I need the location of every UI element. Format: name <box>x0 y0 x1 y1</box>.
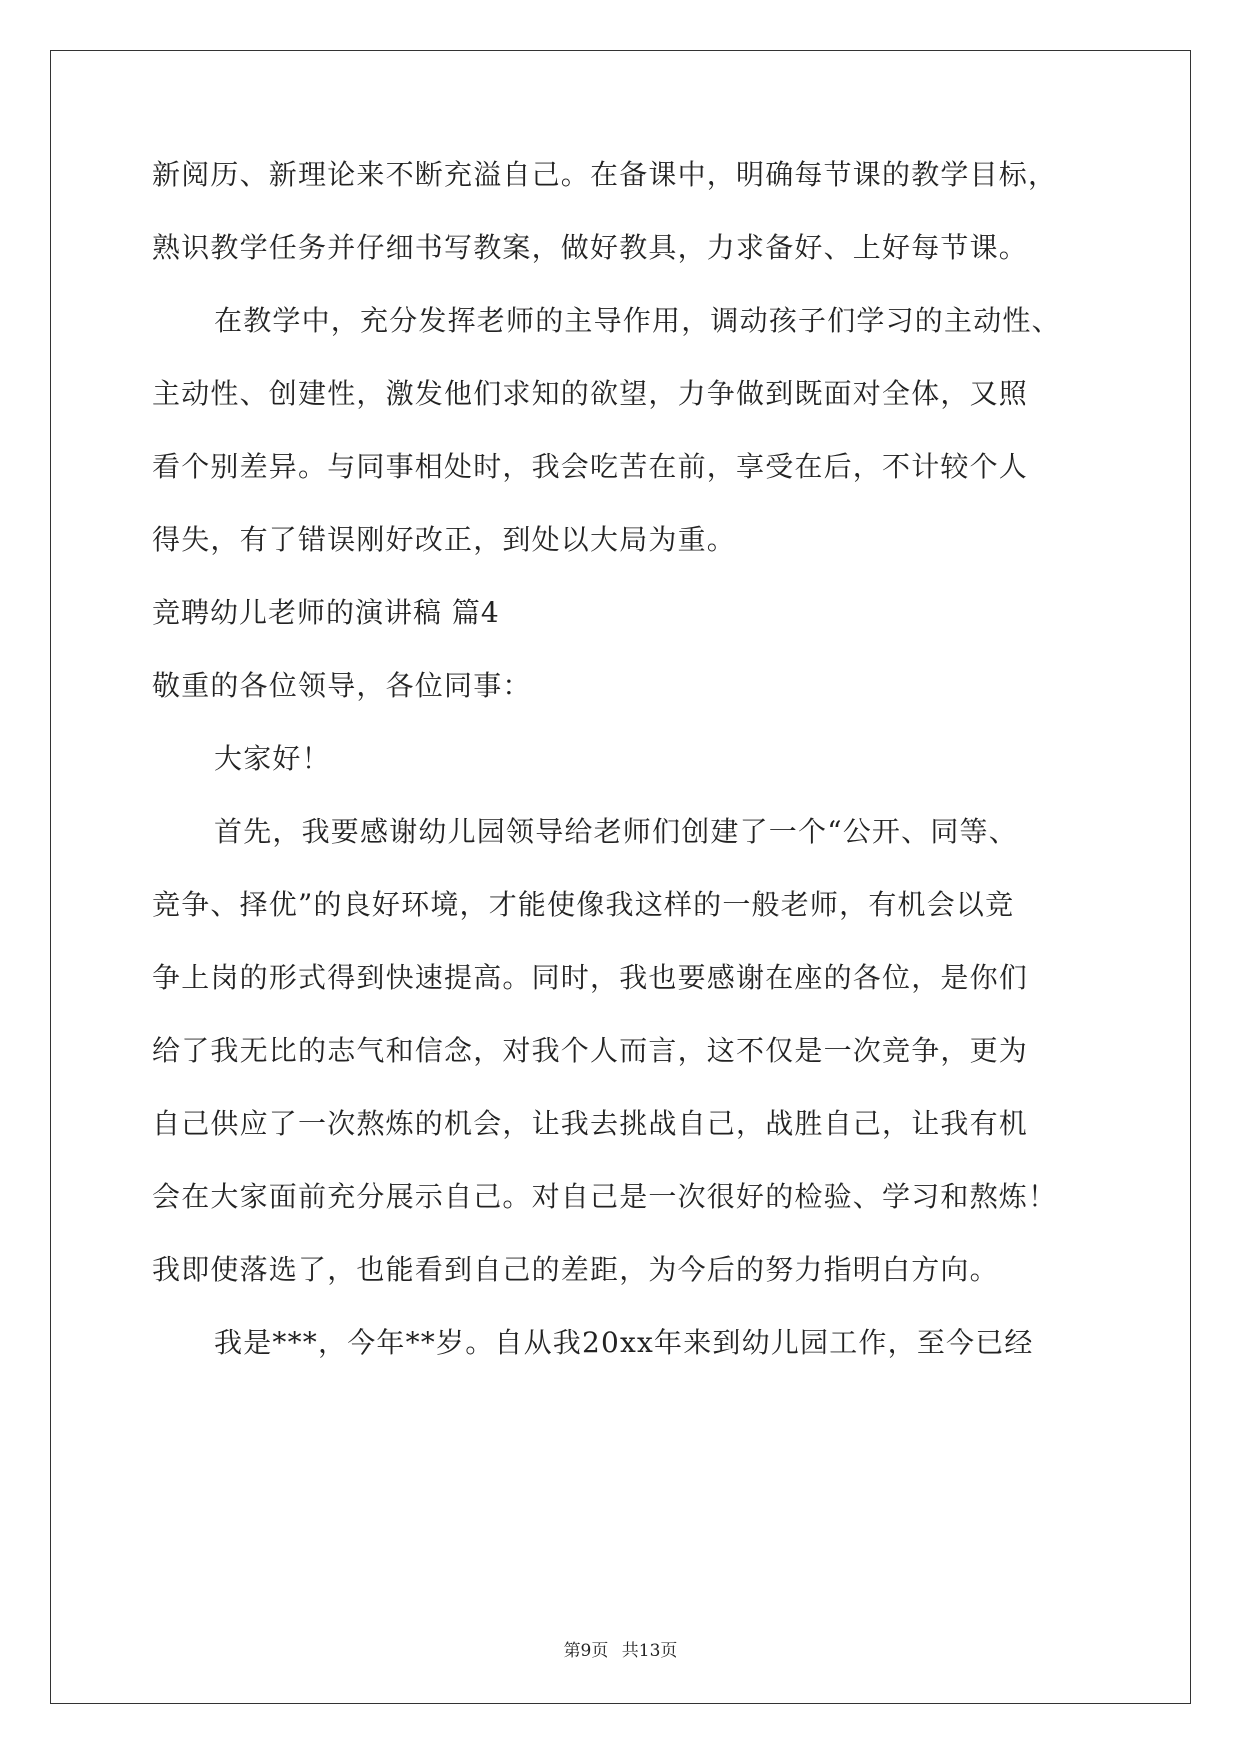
page-border <box>50 50 1191 1704</box>
body-text-line: 我即使落选了，也能看到自己的差距，为今后的努力指明白方向。 <box>152 1253 999 1286</box>
body-text-line: 看个别差异。与同事相处时，我会吃苦在前，享受在后，不计较个人 <box>152 450 1029 483</box>
body-text-line: 在教学中，充分发挥老师的主导作用，调动孩子们学习的主动性、 <box>214 304 1061 337</box>
body-text-line: 竞争、择优”的良好环境，才能使像我这样的一般老师，有机会以竞 <box>152 888 1015 921</box>
salutation: 敬重的各位领导，各位同事： <box>152 669 532 702</box>
body-text-line: 给了我无比的志气和信念，对我个人而言，这不仅是一次竞争，更为 <box>152 1034 1029 1067</box>
body-text-line: 首先，我要感谢幼儿园领导给老师们创建了一个“公开、同等、 <box>214 815 1018 848</box>
body-text-line: 新阅历、新理论来不断充溢自己。在备课中，明确每节课的教学目标， <box>152 158 1058 191</box>
body-text-line: 争上岗的形式得到快速提高。同时，我也要感谢在座的各位，是你们 <box>152 961 1029 994</box>
body-text-line: 会在大家面前充分展示自己。对自己是一次很好的检验、学习和熬炼！ <box>152 1180 1058 1213</box>
section-heading: 竞聘幼儿老师的演讲稿 篇4 <box>152 596 500 629</box>
total-pages: 共13页 <box>621 1641 678 1661</box>
body-text-line: 得失，有了错误刚好改正，到处以大局为重。 <box>152 523 737 556</box>
body-text-line: 熟识教学任务并仔细书写教案，做好教具，力求备好、上好每节课。 <box>152 231 1029 264</box>
body-text-line: 主动性、创建性，激发他们求知的欲望，力争做到既面对全体，又照 <box>152 377 1029 410</box>
greeting: 大家好！ <box>214 742 331 775</box>
body-text-line: 自己供应了一次熬炼的机会，让我去挑战自己，战胜自己，让我有机 <box>152 1107 1029 1140</box>
page-footer <box>0 1636 1241 1661</box>
body-text-line: 我是***，今年**岁。自从我20xx年来到幼儿园工作，至今已经 <box>214 1326 1034 1359</box>
page-number: 第9页 <box>563 1641 609 1661</box>
